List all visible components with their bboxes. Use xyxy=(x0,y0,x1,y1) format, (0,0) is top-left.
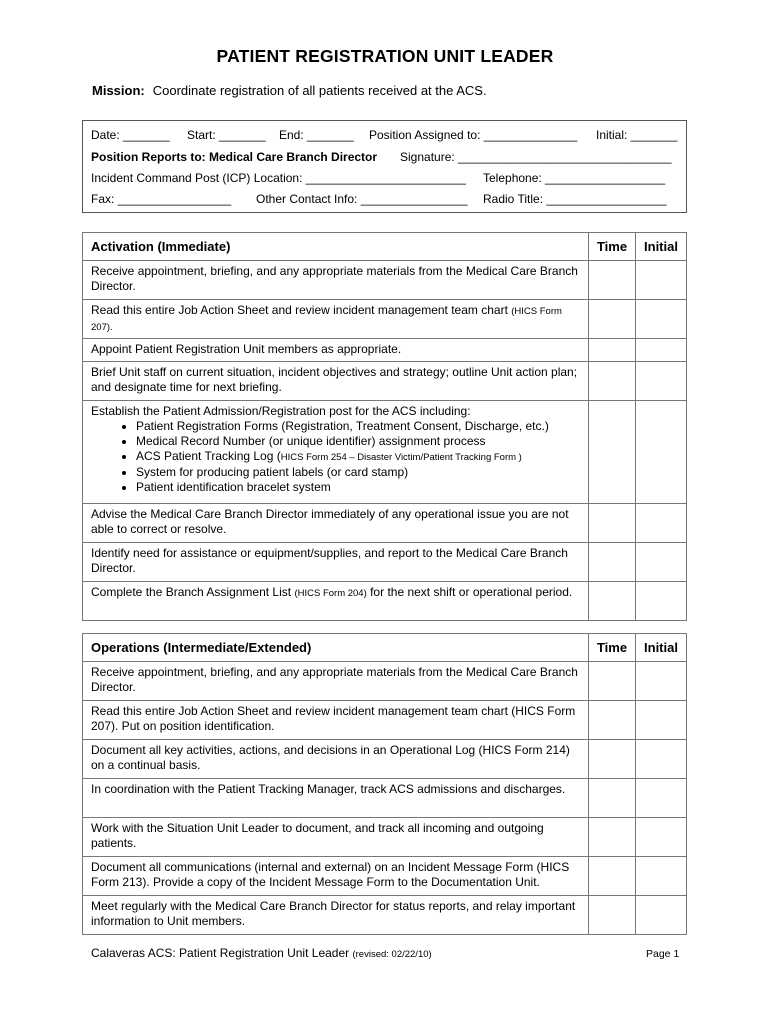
mission-label: Mission: xyxy=(92,83,145,98)
position-info-box xyxy=(82,120,687,213)
time-cell[interactable] xyxy=(589,857,636,896)
time-cell[interactable] xyxy=(589,300,636,339)
task-text xyxy=(83,582,589,621)
date-field[interactable]: Date: _______ xyxy=(91,128,170,142)
time-cell[interactable] xyxy=(589,701,636,740)
table-row xyxy=(83,740,687,779)
time-column-header: Time xyxy=(589,233,636,261)
activation-heading: Activation (Immediate) xyxy=(83,233,589,261)
table-row xyxy=(83,504,687,543)
initial-cell[interactable] xyxy=(636,261,687,300)
time-cell[interactable] xyxy=(589,662,636,701)
operations-table xyxy=(82,633,687,935)
list-item: • System for producing patient labels (or card stamp) xyxy=(136,465,580,480)
task-text: Document all key activities, actions, and decisions in an Operational Log (HICS Form 214) on a continual basis. xyxy=(83,740,589,779)
initial-field[interactable]: Initial: _______ xyxy=(596,128,678,142)
time-cell[interactable] xyxy=(589,818,636,857)
bullet-list xyxy=(91,419,580,495)
task-text xyxy=(83,300,589,339)
footer-document-title xyxy=(91,946,432,960)
list-item: • Patient Registration Forms (Registration, Treatment Consent, Discharge, etc.) xyxy=(136,419,580,434)
fax-field[interactable]: Fax: _________________ xyxy=(91,192,232,206)
table-row xyxy=(83,362,687,401)
time-cell[interactable] xyxy=(589,401,636,504)
time-cell[interactable] xyxy=(589,582,636,621)
task-text: Identify need for assistance or equipment/supplies, and report to the Medical Care Branch Director. xyxy=(83,543,589,582)
task-text: Read this entire Job Action Sheet and review incident management team chart (HICS Form 207). Put on position identification. xyxy=(83,701,589,740)
end-field[interactable]: End: _______ xyxy=(279,128,354,142)
info-row-dates xyxy=(91,128,678,144)
time-cell[interactable] xyxy=(589,779,636,818)
page-title: PATIENT REGISTRATION UNIT LEADER xyxy=(216,46,554,66)
page-number: Page 1 xyxy=(646,948,680,960)
task-text-main: Complete the Branch Assignment List xyxy=(91,585,295,599)
time-cell[interactable] xyxy=(589,740,636,779)
initial-cell[interactable] xyxy=(636,857,687,896)
table-row xyxy=(83,818,687,857)
reports-to-label: Position Reports to: Medical Care Branch Director xyxy=(91,150,378,164)
task-text: Brief Unit staff on current situation, incident objectives and strategy; outline Unit action plan; and designate time for next briefing. xyxy=(83,362,589,401)
table-row xyxy=(83,543,687,582)
task-text: In coordination with the Patient Tracking Manager, track ACS admissions and discharges. xyxy=(83,779,589,818)
table-row xyxy=(83,662,687,701)
initial-column-header: Initial xyxy=(636,634,687,662)
time-cell[interactable] xyxy=(589,543,636,582)
table-row xyxy=(83,339,687,362)
initial-cell[interactable] xyxy=(636,662,687,701)
mission-statement xyxy=(92,83,487,98)
info-row-contact xyxy=(91,192,678,208)
list-item xyxy=(136,449,580,465)
task-text: Receive appointment, briefing, and any appropriate materials from the Medical Care Branch Director. xyxy=(83,261,589,300)
icp-location-field[interactable]: Incident Command Post (ICP) Location: ________________________ xyxy=(91,171,466,185)
telephone-field[interactable]: Telephone: __________________ xyxy=(483,171,666,185)
other-contact-field[interactable]: Other Contact Info: ________________ xyxy=(256,192,468,206)
time-cell[interactable] xyxy=(589,339,636,362)
initial-cell[interactable] xyxy=(636,339,687,362)
time-cell[interactable] xyxy=(589,261,636,300)
table-row xyxy=(83,857,687,896)
activation-table xyxy=(82,232,687,621)
initial-cell[interactable] xyxy=(636,300,687,339)
table-row xyxy=(83,261,687,300)
task-text: Document all communications (internal and external) on an Incident Message Form (HICS Form 213). Provide a copy of the Incident Message Form to the Documentation Unit. xyxy=(83,857,589,896)
form-reference: (HICS Form 204) xyxy=(294,588,367,599)
radio-title-field[interactable]: Radio Title: __________________ xyxy=(483,192,667,206)
time-cell[interactable] xyxy=(589,504,636,543)
signature-field[interactable]: Signature: ________________________________ xyxy=(400,150,672,164)
time-column-header: Time xyxy=(589,634,636,662)
list-item: • Patient identification bracelet system xyxy=(136,480,580,495)
initial-cell[interactable] xyxy=(636,818,687,857)
task-text-main: Read this entire Job Action Sheet and review incident management team chart xyxy=(91,303,512,317)
form-reference: (HICS Form 207). xyxy=(91,306,562,333)
initial-cell[interactable] xyxy=(636,401,687,504)
operations-heading: Operations (Intermediate/Extended) xyxy=(83,634,589,662)
task-text-tail: for the next shift or operational period. xyxy=(366,585,573,599)
footer-title-text: Calaveras ACS: Patient Registration Unit Leader xyxy=(91,946,353,960)
initial-cell[interactable] xyxy=(636,362,687,401)
task-text: Receive appointment, briefing, and any appropriate materials from the Medical Care Branch Director. xyxy=(83,662,589,701)
list-item: • Medical Record Number (or unique identifier) assignment process xyxy=(136,434,580,449)
task-text: Advise the Medical Care Branch Director immediately of any operational issue you are not able to correct or resolve. xyxy=(83,504,589,543)
task-text: Work with the Situation Unit Leader to document, and track all incoming and outgoing patients. xyxy=(83,818,589,857)
initial-cell[interactable] xyxy=(636,740,687,779)
time-cell[interactable] xyxy=(589,896,636,935)
position-assigned-field[interactable]: Position Assigned to: ______________ xyxy=(369,128,578,142)
initial-cell[interactable] xyxy=(636,896,687,935)
activation-header-row xyxy=(83,233,687,261)
table-row xyxy=(83,779,687,818)
task-text: Meet regularly with the Medical Care Branch Director for status reports, and relay important information to Unit members. xyxy=(83,896,589,935)
table-row xyxy=(83,401,687,504)
task-text: Appoint Patient Registration Unit members as appropriate. xyxy=(83,339,589,362)
table-row xyxy=(83,582,687,621)
table-row xyxy=(83,701,687,740)
initial-cell[interactable] xyxy=(636,504,687,543)
info-row-reports xyxy=(91,150,678,166)
initial-cell[interactable] xyxy=(636,543,687,582)
task-text xyxy=(83,401,589,504)
form-reference: HICS Form 254 – Disaster Victim/Patient Tracking Form ) xyxy=(280,452,522,463)
list-item-main: ACS Patient Tracking Log ( xyxy=(136,449,281,463)
start-field[interactable]: Start: _______ xyxy=(187,128,266,142)
time-cell[interactable] xyxy=(589,362,636,401)
task-text-intro: Establish the Patient Admission/Registration post for the ACS including: xyxy=(91,404,471,418)
initial-cell[interactable] xyxy=(636,779,687,818)
operations-header-row xyxy=(83,634,687,662)
info-row-icp xyxy=(91,171,678,187)
initial-cell[interactable] xyxy=(636,582,687,621)
table-row xyxy=(83,896,687,935)
initial-cell[interactable] xyxy=(636,701,687,740)
revision-date: (revised: 02/22/10) xyxy=(352,949,432,960)
table-row xyxy=(83,300,687,339)
initial-column-header: Initial xyxy=(636,233,687,261)
mission-text: Coordinate registration of all patients received at the ACS. xyxy=(152,83,487,98)
